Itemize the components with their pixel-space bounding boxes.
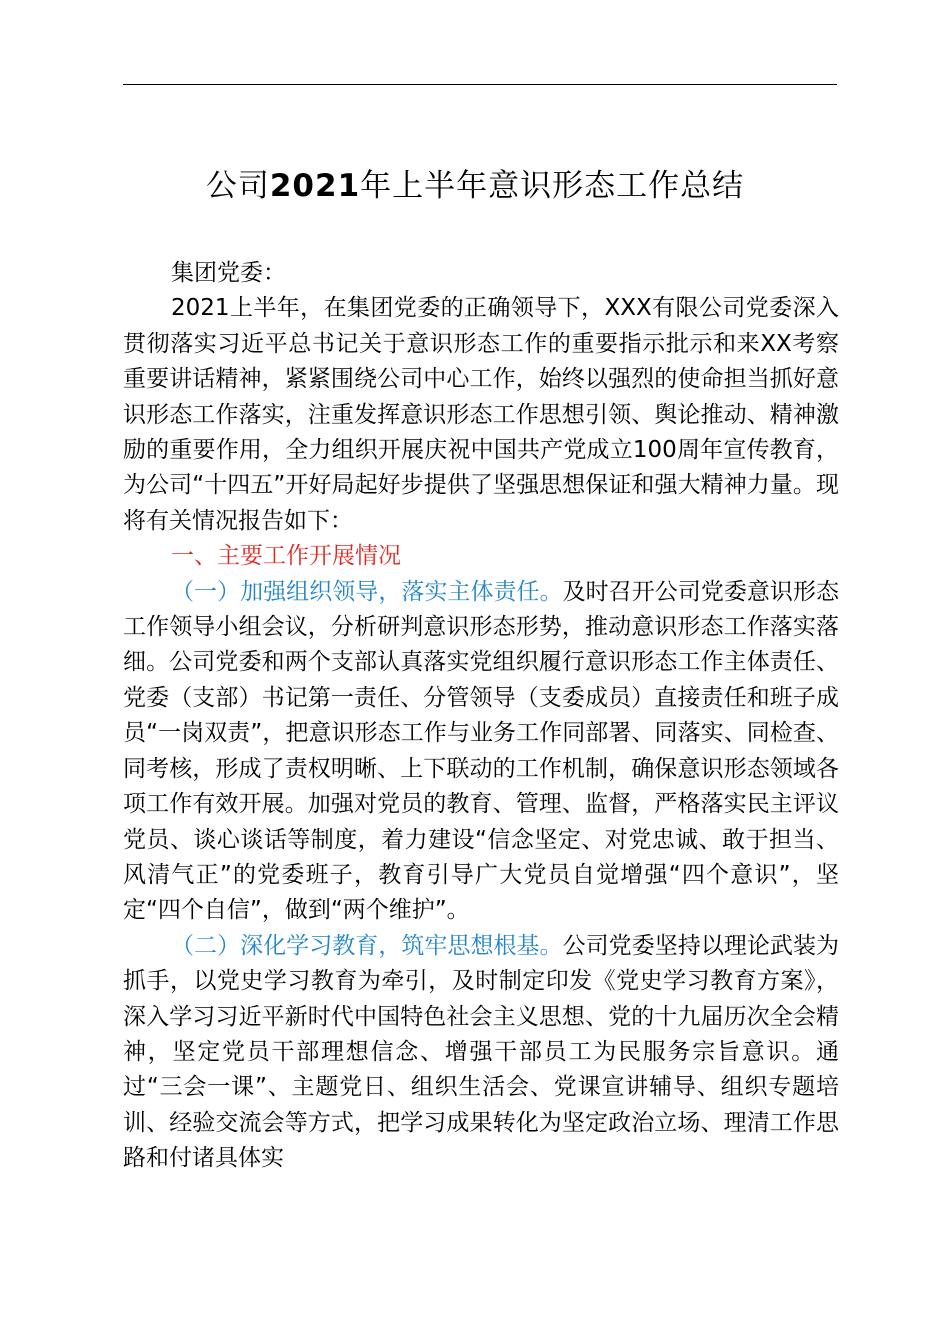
subsection-1-paragraph — [123, 575, 839, 929]
section-heading-1: 一、主要工作开展情况 — [171, 543, 401, 570]
subsection-2-heading: （二）深化学习教育，筑牢思想根基。 — [171, 932, 563, 959]
intro-paragraph: 2021上半年，在集团党委的正确领导下，XXX有限公司党委深入贯彻落实习近平总书记关于意识形态工作的重要指示批示和来XX考察重要讲话精神，紧紧围绕公司中心工作，始终以强烈的使命担当抓好意识形态工作落实，注重发挥意识形态工作思想引领、舆论推动、精神激励的重要作用，全力组织开展庆祝中国共产党成立100周年宣传教育，为公司“十四五”开好局起好步提供了坚强思想保证和强大精神力量。现将有关情况报告如下： — [123, 295, 839, 534]
subsection-1-heading: （一）加强组织领导，落实主体责任。 — [171, 578, 563, 605]
document-title — [0, 164, 950, 208]
title-year: 2021 — [269, 168, 361, 204]
document-body — [123, 256, 839, 1177]
title-suffix: 年上半年意识形态工作总结 — [360, 168, 745, 204]
subsection-2-paragraph — [123, 929, 839, 1177]
header-rule — [123, 84, 837, 85]
subsection-1-body: 及时召开公司党委意识形态工作领导小组会议，分析研判意识形态形势，推动意识形态工作落实落细。公司党委和两个支部认真落实党组织履行意识形态工作主体责任、党委（支部）书记第一责任、分管领导（支委成员）直接责任和班子成员“一岗双责”，把意识形态工作与业务工作同部署、同落实、同检查、同考核，形成了责权明晰、上下联动的工作机制，确保意识形态领域各项工作有效开展。加强对党员的教育、管理、监督，严格落实民主评议党员、谈心谈话等制度，着力建设“信念坚定、对党忠诚、敢于担当、风清气正”的党委班子，教育引导广大党员自觉增强“四个意识”，坚定“四个自信”，做到“两个维护”。 — [123, 578, 840, 924]
salutation: 集团党委： — [171, 260, 286, 286]
title-prefix: 公司 — [205, 168, 270, 204]
subsection-2-body: 公司党委坚持以理论武装为抓手，以党史学习教育为牵引，及时制定印发《党史学习教育方案》，深入学习习近平新时代中国特色社会主义思想、党的十九届历次全会精神，坚定党员干部理想信念、增强干部员工为民服务宗旨意识。通过“三会一课”、主题党日、组织生活会、党课宣讲辅导、组织专题培训、经验交流会等方式，把学习成果转化为坚定政治立场、理清工作思路和付诸具体实 — [123, 932, 840, 1172]
